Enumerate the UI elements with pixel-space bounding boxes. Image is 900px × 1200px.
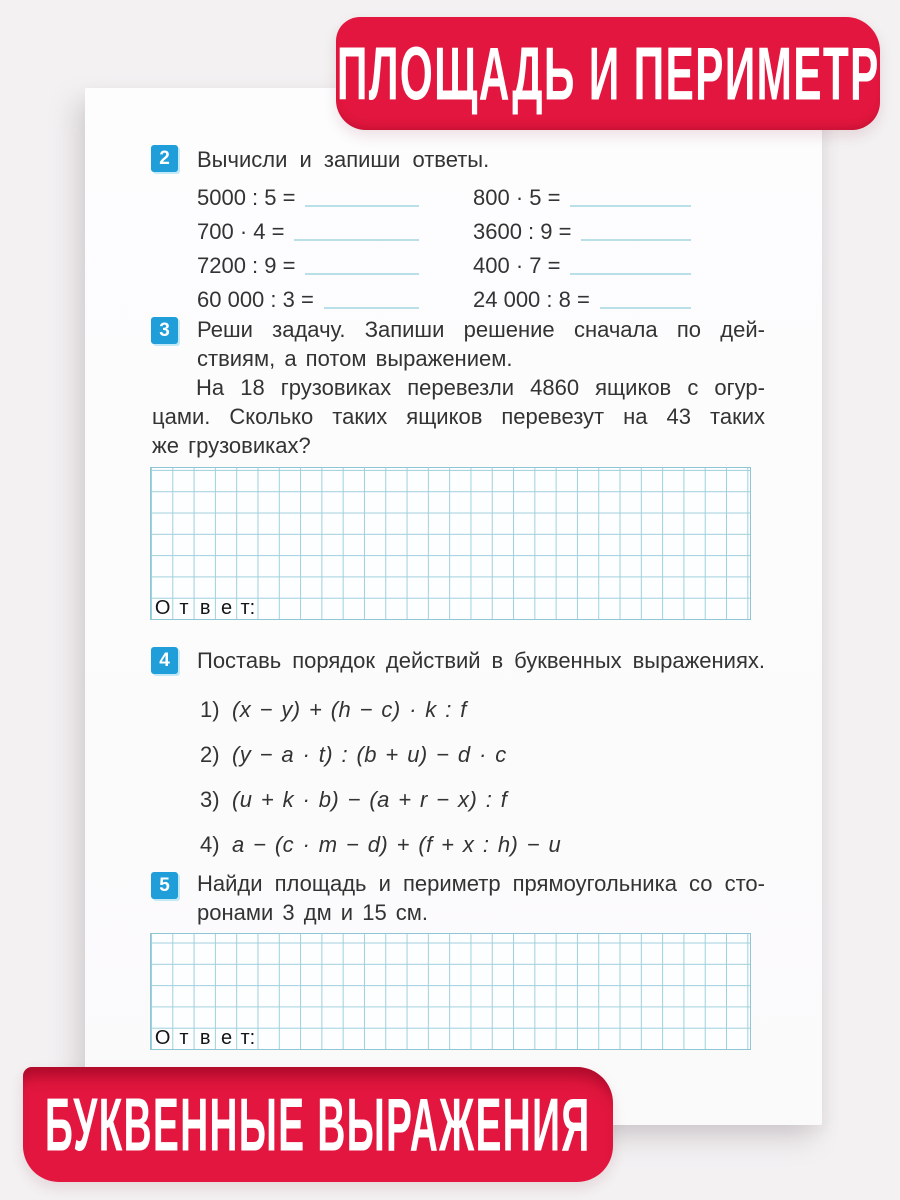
answer-blank bbox=[305, 205, 419, 207]
problem-row bbox=[473, 245, 691, 279]
expression-number: 1) bbox=[200, 697, 220, 722]
problem-row bbox=[197, 245, 473, 279]
answer-label bbox=[152, 597, 258, 618]
problem-row bbox=[473, 177, 691, 211]
expression-item bbox=[200, 743, 507, 767]
bottom-ribbon-label: БУКВЕННЫЕ ВЫРАЖЕНИЯ bbox=[45, 1082, 591, 1167]
task-2-problems bbox=[197, 177, 691, 313]
expression-item bbox=[200, 833, 561, 857]
answer-label-cell: т bbox=[179, 1027, 189, 1049]
answer-label-cell: О bbox=[154, 597, 171, 619]
letter-expression: (u + k · b) − (a + r − x) : f bbox=[232, 787, 508, 812]
task-3-number-badge: 3 bbox=[151, 317, 178, 344]
problem-row bbox=[473, 211, 691, 245]
answer-label-cell: е bbox=[220, 597, 233, 619]
answer-label-cell: е bbox=[220, 1027, 233, 1049]
problem-expression: 5000 : 5 = bbox=[197, 185, 296, 210]
problem-expression: 7200 : 9 = bbox=[197, 253, 296, 278]
task-3-body-line: цами. Сколько таких ящиков перевезут на 43 таких bbox=[152, 404, 765, 429]
expression-item bbox=[200, 698, 467, 722]
problem-expression: 700 · 4 = bbox=[197, 219, 285, 244]
answer-grid-task-3 bbox=[150, 467, 751, 620]
task-3-body-line: На 18 грузовиках перевезли 4860 ящиков с огур- bbox=[196, 375, 765, 400]
expression-number: 3) bbox=[200, 787, 220, 812]
task-5-line: Найди площадь и периметр прямоугольника со сто- bbox=[197, 871, 765, 896]
task-2-number-badge: 2 bbox=[151, 145, 178, 172]
answer-blank bbox=[600, 307, 691, 309]
problem-row bbox=[197, 279, 473, 313]
task-4-number-badge: 4 bbox=[151, 647, 178, 674]
answer-label-cell: в bbox=[199, 1027, 211, 1049]
problem-expression: 800 · 5 = bbox=[473, 185, 561, 210]
problem-row bbox=[473, 279, 691, 313]
problem-expression: 24 000 : 8 = bbox=[473, 287, 590, 312]
letter-expression: (y − a · t) : (b + u) − d · c bbox=[232, 742, 507, 767]
task-5-line: ронами 3 дм и 15 см. bbox=[197, 900, 429, 925]
task-2-title: Вычисли и запиши ответы. bbox=[197, 147, 490, 172]
answer-blank bbox=[324, 307, 419, 309]
expression-item bbox=[200, 788, 507, 812]
answer-label-cell: т bbox=[179, 597, 189, 619]
expression-number: 2) bbox=[200, 742, 220, 767]
problem-row bbox=[197, 211, 473, 245]
answer-grid-task-5 bbox=[150, 933, 751, 1050]
answer-label-cell: в bbox=[199, 597, 211, 619]
answer-blank bbox=[294, 239, 419, 241]
letter-expression: (x − y) + (h − c) · k : f bbox=[232, 697, 467, 722]
bottom-ribbon bbox=[23, 1067, 613, 1182]
task-5-number-badge: 5 bbox=[151, 872, 178, 899]
answer-label bbox=[152, 1027, 258, 1048]
answer-blank bbox=[581, 239, 691, 241]
top-ribbon-label: ПЛОЩАДЬ И ПЕРИМЕТР bbox=[336, 31, 880, 116]
problem-row bbox=[197, 177, 473, 211]
problem-expression: 3600 : 9 = bbox=[473, 219, 572, 244]
problem-expression: 60 000 : 3 = bbox=[197, 287, 314, 312]
answer-label-cell: т: bbox=[240, 597, 256, 619]
expression-number: 4) bbox=[200, 832, 220, 857]
problem-expression: 400 · 7 = bbox=[473, 253, 561, 278]
task-3-body-line: же грузовиках? bbox=[152, 433, 311, 458]
letter-expression: a − (c · m − d) + (f + x : h) − u bbox=[232, 832, 562, 857]
answer-blank bbox=[305, 273, 419, 275]
answer-blank bbox=[570, 205, 691, 207]
answer-blank bbox=[570, 273, 691, 275]
task-3-title-line: ствиям, а потом выражением. bbox=[197, 346, 513, 371]
answer-label-cell: т: bbox=[240, 1027, 256, 1049]
task-4-title: Поставь порядок действий в буквенных выражениях. bbox=[197, 648, 765, 673]
answer-label-cell: О bbox=[154, 1027, 171, 1049]
task-3-title-line: Реши задачу. Запиши решение сначала по дей- bbox=[197, 317, 765, 342]
top-ribbon bbox=[336, 17, 880, 130]
